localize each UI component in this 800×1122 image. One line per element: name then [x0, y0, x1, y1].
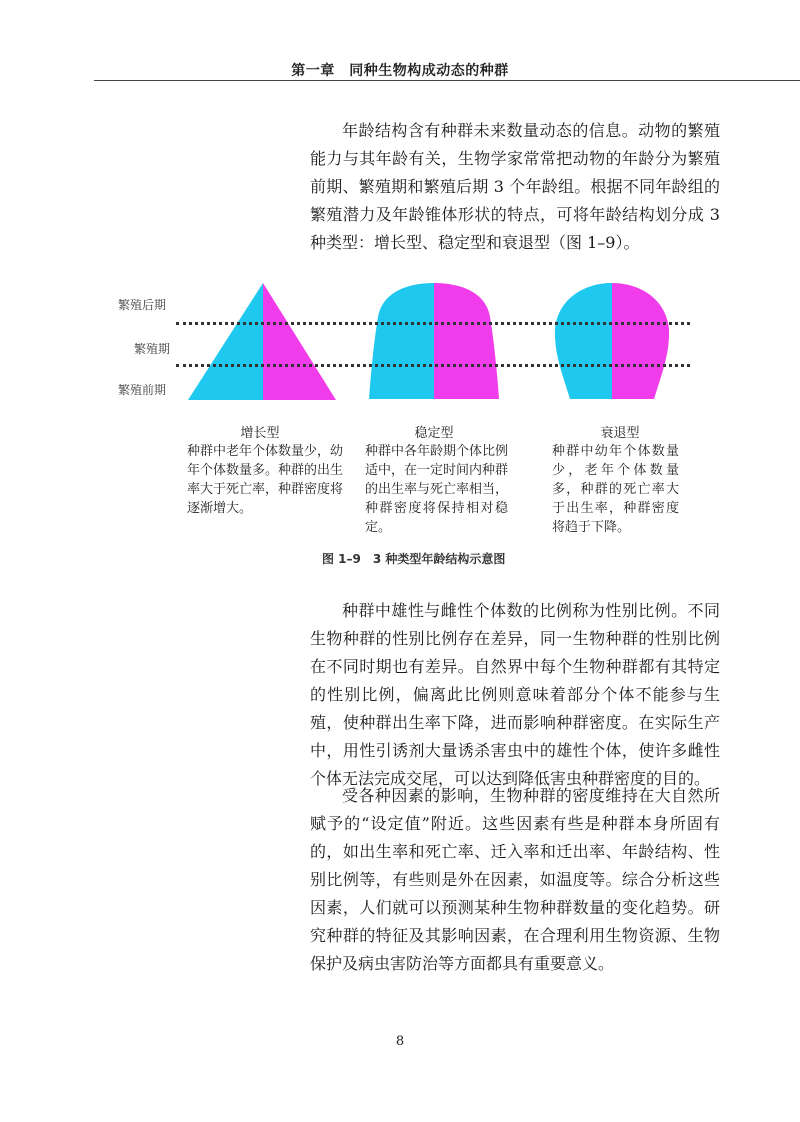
declining-type-pyramid	[554, 283, 670, 400]
header-rule	[94, 80, 800, 81]
declining-pyramid-right-half	[612, 283, 669, 399]
stable-pyramid-left-half	[369, 283, 434, 399]
dotted-boundary-upper	[176, 322, 690, 325]
stable-type-description: 种群中各年龄期个体比例适中，在一定时间内种群的出生率与死亡率相当，种群密度将保持相对稳定。	[365, 444, 509, 535]
figure-caption: 图 1–9 3 种类型年龄结构示意图	[322, 552, 506, 566]
growth-type-title: 增长型	[240, 426, 280, 441]
declining-type-title: 衰退型	[600, 426, 640, 441]
stable-type-pyramid	[368, 283, 500, 400]
declining-pyramid-left-half	[555, 283, 612, 399]
growth-pyramid-left-half	[188, 283, 263, 400]
paragraph-age-structure: 年龄结构含有种群未来数量动态的信息。动物的繁殖能力与其年龄有关，生物学家常常把动物的年龄分为繁殖前期、繁殖期和繁殖后期 3 个年龄组。根据不同年龄组的繁殖潜力及年龄锥体形状的特点，可将年龄结构划分成 3 种类型：增长型、稳定型和衰退型（图 1–9）。	[310, 121, 720, 252]
paragraph-sex-ratio: 种群中雄性与雌性个体数的比例称为性别比例。不同生物种群的性别比例存在差异，同一生物种群的性别比例在不同时期也有差异。自然界中每个生物种群都有其特定的性别比例，偏离此比例则意味着部分个体不能参与生殖，使种群出生率下降，进而影响种群密度。在实际生产中，用性引诱剂大量诱杀害虫中的雄性个体，使许多雌性个体无法完成交尾，可以达到降低害虫种群密度的目的。	[310, 601, 720, 788]
stable-pyramid-right-half	[434, 283, 499, 399]
growth-type-pyramid	[188, 283, 336, 400]
declining-type-description: 种群中幼年个体数量少，老年个体数量多，种群的死亡率大于出生率，种群密度将趋于下降。	[552, 444, 679, 535]
page-number: 8	[395, 1034, 405, 1049]
growth-type-description: 种群中老年个体数量少，幼年个体数量多。种群的出生率大于死亡率，种群密度将逐渐增大。	[187, 444, 344, 516]
row-label-post-reproductive: 繁殖后期	[118, 298, 167, 312]
row-label-reproductive: 繁殖期	[134, 342, 171, 356]
stable-type-title: 稳定型	[414, 426, 454, 441]
row-label-pre-reproductive: 繁殖前期	[118, 383, 167, 397]
paragraph-density-factors: 受各种因素的影响，生物种群的密度维持在大自然所赋予的“设定值”附近。这些因素有些是种群本身所固有的，如出生率和死亡率、迁入率和迁出率、年龄结构、性别比例等，有些则是外在因素，如温度等。综合分析这些因素，人们就可以预测某种生物种群数量的变化趋势。研究种群的特征及其影响因素，在合理利用生物资源、生物保护及病虫害防治等方面都具有重要意义。	[310, 786, 720, 973]
dotted-boundary-lower	[176, 364, 690, 367]
page-header-title: 第一章 同种生物构成动态的种群	[291, 63, 509, 79]
growth-pyramid-right-half	[263, 283, 336, 400]
